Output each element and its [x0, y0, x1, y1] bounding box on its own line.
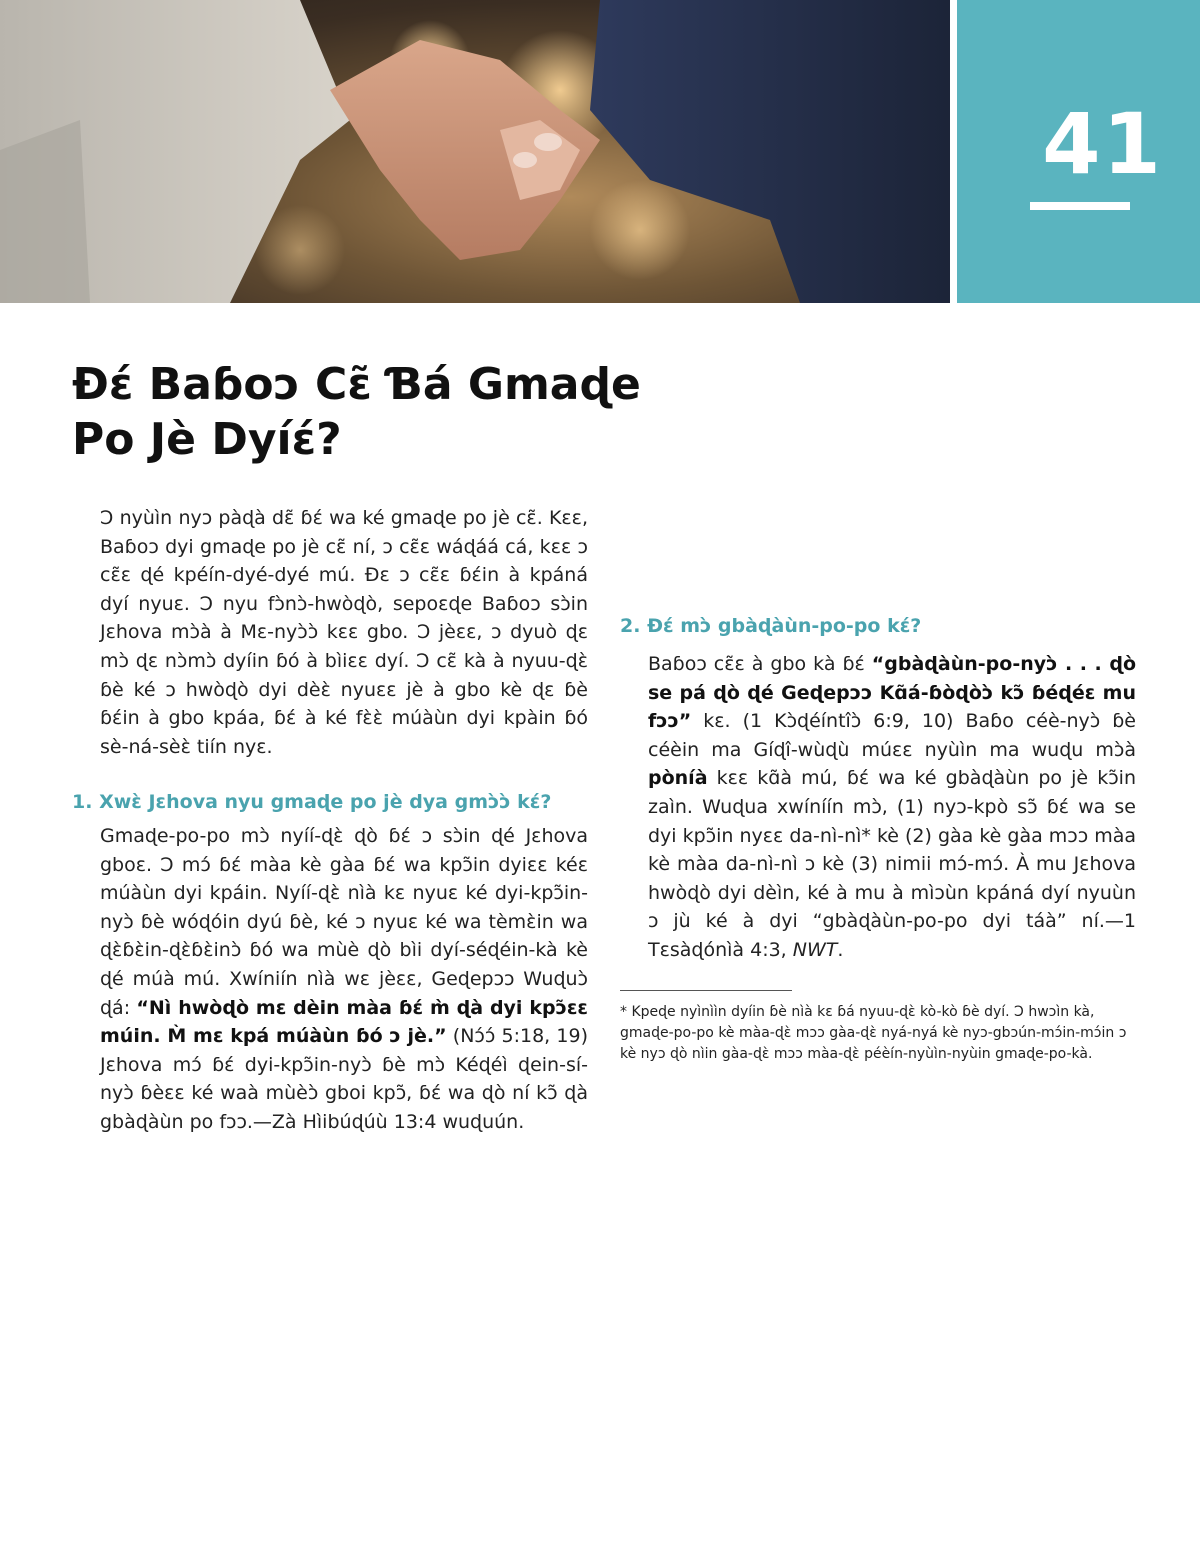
q2-bold-word: pòníà: [648, 767, 708, 790]
q1-paragraph: [100, 822, 588, 1137]
q2-text-part4: .: [837, 938, 844, 961]
q2-source: NWT: [792, 938, 838, 961]
question-2-heading: [620, 612, 1140, 640]
title-line-2: Po Jè Dyíɛ́?: [72, 414, 342, 465]
q2-text-part2: kɛ. (1 Kɔ̀ɖéíntîɔ̀ 6:9, 10) Baɓo céè-nyɔ̀ ɓè céèin ma Gíɖî-wùɖù múɛɛ nyùìn ma wuɖu mɔ̀à: [648, 710, 1136, 761]
footnote: * Kpeɖe nyìnììn dyíin ɓè nìà kɛ ɓá nyuu-ɖɛ̀ kò-kò ɓè dyí. Ɔ hwɔìn kà, gmaɖe-po-po kè màa-ɖɛ̀ mɔɔ gàa-ɖɛ̀ nyá-nyá kè nyɔ-gbɔún-mɔ́in-mɔ́in ɔ kè nyɔ ɖò nìin gàa-ɖɛ̀ mɔɔ màa-ɖɛ̀ péèín-nyùìn-nyùin gmaɖe-po-kà.: [620, 1004, 1127, 1062]
question-1-heading: [72, 788, 592, 816]
question-1-answer: [100, 822, 588, 1137]
intro-paragraph: Ɔ nyùìn nyɔ pàɖà dɛ̃ ɓɛ́ wa ké gmaɖe po jè cɛ̃. Kɛɛ, Baɓoɔ dyi gmaɖe po jè cɛ̃ ní, ɔ cɛ̃ɛ wáɖáá cá, kɛɛ ɔ cɛ̃ɛ ɖé kpéín-dyé-dyé mú. Ɖɛ ɔ cɛ̃ɛ ɓɛ́in à kpáná dyí nyuɛ. Ɔ nyu fɔ̀nɔ̀-hwòɖò, sepoɛɖe Baɓoɔ sɔ̀in Jɛhova mɔ̀à à Mɛ-nyɔ̀ɔ̀ kɛɛ gbo. Ɔ jèɛɛ, ɔ dyuò ɖɛ mɔ̀ ɖɛ nɔ̀mɔ̀ dyíin ɓó à bìiɛɛ dyí. Ɔ cɛ̃ kà à nyuu-ɖɛ̀ ɓè ké ɔ hwòɖò dyi dèɛ̀ nyuɛɛ jè à gbo kè ɖɛ ɓè ɓɛ́in à gbo kpáa, ɓɛ́ à ké fɛ̀ɛ̀ múàùn dyi kpàin ɓó sè-ná-sèɛ̀ tiín nyɛ.: [100, 507, 588, 758]
q2-text-part1: Baɓoɔ cɛ̃ɛ à gbo kà ɓɛ́: [648, 653, 872, 675]
chapter-number-box: [957, 0, 1200, 303]
holding-hands-photo-icon: [0, 0, 950, 303]
chapter-number: 41: [1042, 95, 1163, 193]
q2-bible-quote: “gbàɖàùn-po-nyɔ̀ . . . ɖò se pá ɖò ɖé Geɖepɔɔ Kɑ̃á-ɓòɖòɔ̀ kɔ̃ ɓéɖéɛ mu fɔɔ”: [648, 653, 1137, 733]
question-2-answer: [648, 650, 1136, 965]
footnote-divider: [620, 990, 792, 991]
question-1-text: Xwɛ̀ Jɛhova nyu gmaɖe po jè dya gmɔ̀ɔ̀ kɛ́?: [99, 791, 552, 813]
q2-paragraph: [648, 650, 1136, 965]
question-1-number: 1.: [72, 791, 93, 813]
question-2-number: 2.: [620, 615, 641, 637]
q1-text-part2: (Nɔ́ɔ́ 5:18, 19) Jɛhova mɔ́ ɓɛ́ dyi-kpɔ̃in-nyɔ̀ ɓè mɔ̀ Kéɖéì ɖein-sí-nyɔ̀ ɓèɛɛ ké waà mùèɔ̀ gboi kpɔ̃, ɓɛ́ wa ɖò ní kɔ̃ ɖà gbàɖàùn po fɔɔ.—Zà Hìibúɖúù 13:4 wuɖuún.: [100, 1025, 588, 1133]
chapter-underline: [1030, 202, 1130, 210]
title-line-1: Ɖɛ́ Baɓoɔ Cɛ̃ Ɓá Gmaɖe: [72, 359, 641, 410]
q1-bible-quote: “Nì hwòɖò mɛ dèin màa ɓɛ́ m̀ ɖà dyi kpɔ̃ɛɛ múin. M̀ mɛ kpá múàùn ɓó ɔ jè.”: [100, 996, 588, 1048]
question-2-text: Ɖɛ́ mɔ̀ gbàɖàùn-po-po kɛ́?: [647, 615, 922, 637]
page-title: [72, 357, 772, 467]
intro-paragraph-block: [100, 504, 588, 761]
q2-text-part3: kɛɛ kɑ̃à mú, ɓɛ́ wa ké gbàɖàùn po jè kɔ̃in zaìn. Wuɖua xwíníín mɔ̀, (1) nyɔ-kpò sɔ̃ ɓɛ́ wa se dyi kpɔ̃in nyɛɛ da-nì-nì* kè (2) gàa kè gàa mɔɔ màa kè màa da-nì-nì ɔ kè (3) nimii mɔ́-mɔ́. À mu Jɛhova hwòɖò dyi dèìn, ké à mu à mìɔùn kpáná dyí nyuùn ɔ jù ké à dyi “gbàɖàùn-po-po dyi táà” ní.—1 Tɛsàɖónìà 4:3,: [648, 767, 1136, 961]
q1-text-part1: Gmaɖe-po-po mɔ̀ nyíí-ɖɛ̀ ɖò ɓɛ́ ɔ sɔ̀in ɖé Jɛhova gboɛ. Ɔ mɔ́ ɓɛ́ màa kè gàa ɓɛ́ wa kpɔ̃in dyiɛɛ kéɛ múàùn dyi kpáin. Nyíí-ɖɛ̀ nìà kɛ nyuɛ ké dyi-kpɔ̃in-nyɔ̀ ɓè wóɖóin dyú ɓè, ké ɔ nyuɛ ké wa tèmɛ̀in wa ɖɛ̀ɓɛ̀in-ɖɛ̀ɓɛ̀inɔ̀ ɓó wa mùè ɖò bìi dyí-séɖéin-kà kè ɖé múà mú. Xwíniín nìà wɛ jèɛɛ, Geɖepɔɔ Wuɖuɔ̀ ɖá:: [100, 825, 588, 1019]
hero-photo: [0, 0, 950, 303]
